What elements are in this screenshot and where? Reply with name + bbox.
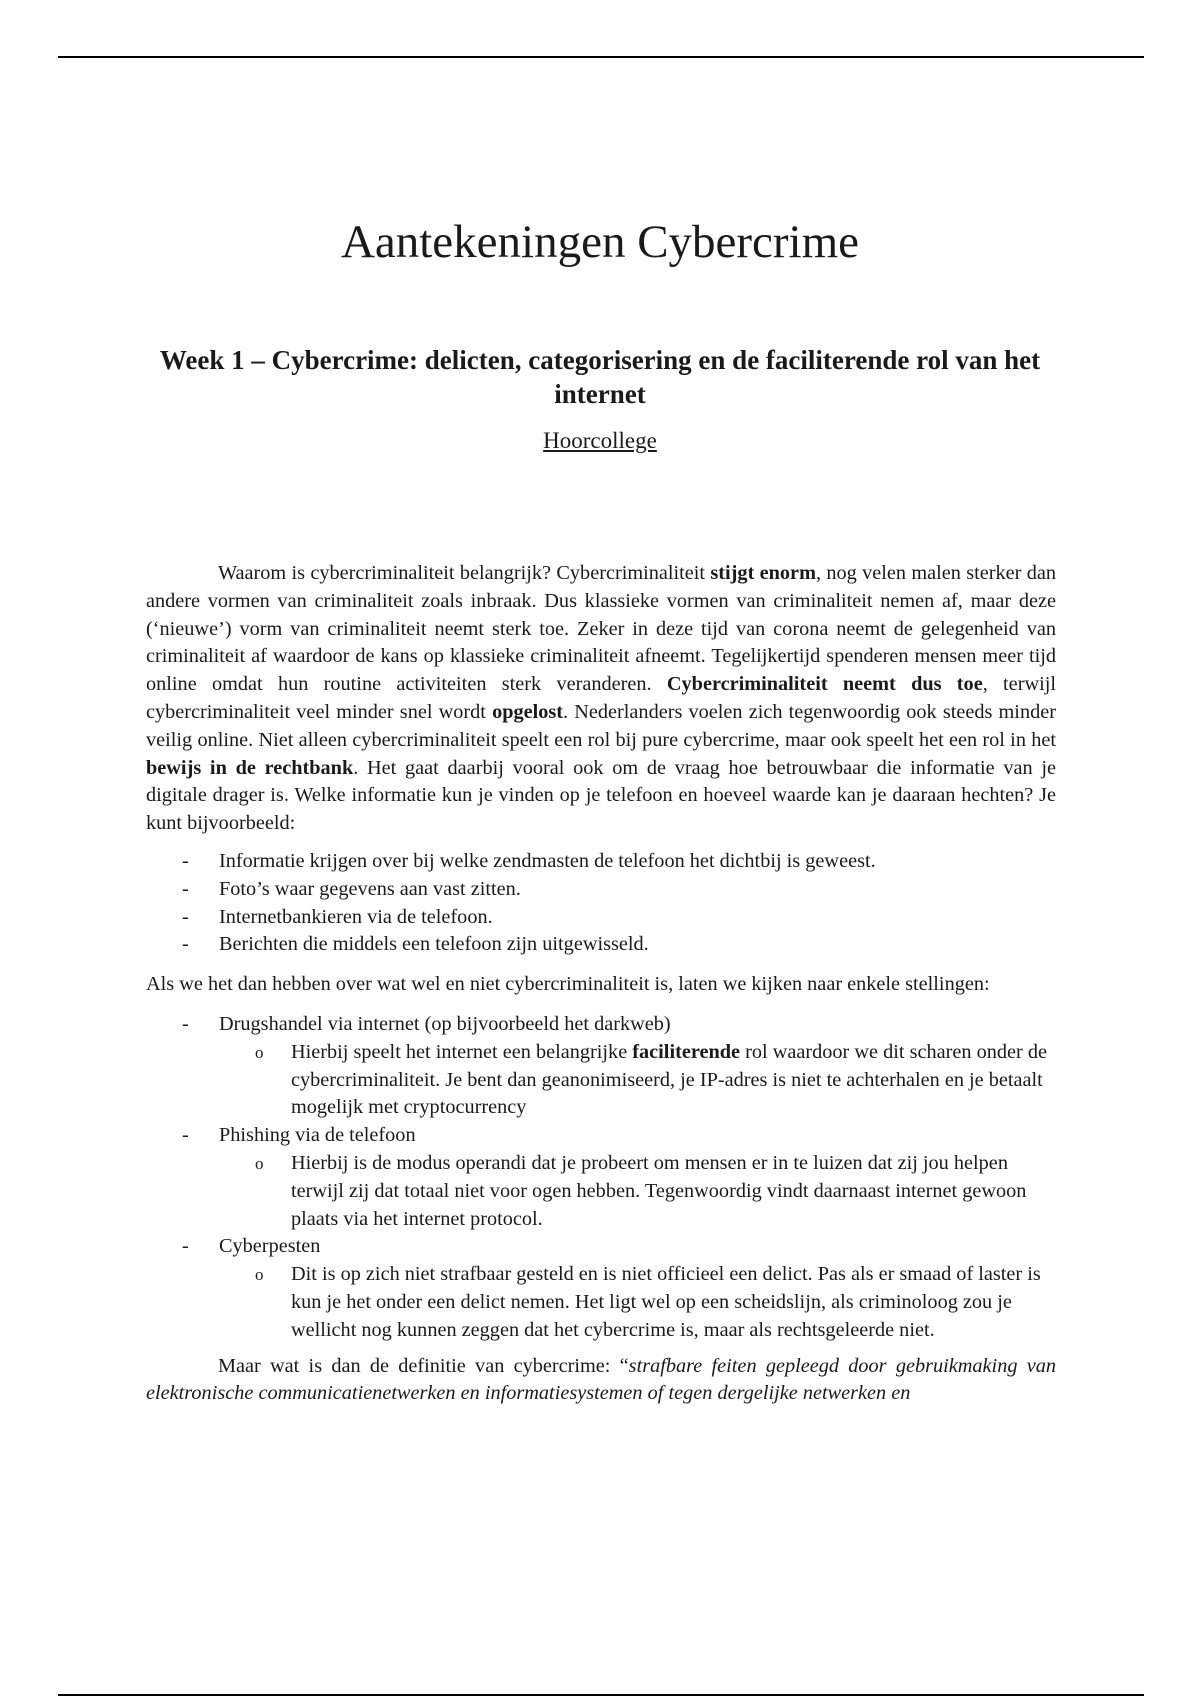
sub-list — [219, 1150, 1056, 1233]
circle-bullet: o — [255, 1265, 264, 1285]
dash-bullet: - — [182, 1235, 189, 1258]
sub-list — [219, 1261, 1056, 1344]
statements-list — [146, 1011, 1056, 1345]
week-heading: Week 1 – Cybercrime: delicten, categorisering en de faciliterende rol van het internet — [159, 345, 1041, 409]
list-item: - Internetbankieren via de telefoon. — [146, 904, 1056, 932]
paragraph-definition: Maar wat is dan de definitie van cybercrime: “strafbare feiten gepleegd door gebruikmaking van elektronische communicatienetwerken en informatiesystemen of tegen dergelijke netwerken en — [146, 1354, 1057, 1405]
list-item: - Informatie krijgen over bij welke zendmasten de telefoon het dichtbij is geweest. — [146, 848, 1056, 876]
examples-list — [146, 848, 1056, 959]
sub-list-item: o Hierbij is de modus operandi dat je probeert om mensen er in te luizen dat zij jou helpen terwijl zij dat totaal niet voor ogen hebben. Tegenwoordig vindt daarnaast internet gewoon plaats via het internet protocol. — [255, 1151, 1027, 1230]
list-item: - Cyberpesten o Dit is op zich niet strafbaar gesteld en is niet officieel een delict. Pas als er smaad of laster is kun je het onder een delict nemen. Het ligt wel op een scheidslijn, als criminoloog zou je wellicht nog kunnen zeggen dat het cybercrime is, maar als rechtsgeleerde niet. — [146, 1233, 1056, 1344]
paragraph-stellingen: Als we het dan hebben over wat wel en niet cybercriminaliteit is, laten we kijken naar enkele stellingen: — [146, 973, 990, 996]
dash-bullet: - — [182, 849, 189, 872]
subheading-hoorcollege: Hoorcollege — [543, 428, 657, 453]
dash-bullet: - — [182, 1012, 189, 1035]
top-rule — [58, 56, 1144, 58]
sub-list-item: o Hierbij speelt het internet een belangrijke faciliterende rol waardoor we dit scharen onder de cybercriminaliteit. Je bent dan geanonimiseerd, je IP-adres is niet te achterhalen en je betaalt mogelijk met cryptocurrency — [255, 1040, 1047, 1119]
dash-bullet: - — [182, 905, 189, 928]
circle-bullet: o — [255, 1153, 264, 1173]
dash-bullet: - — [182, 877, 189, 900]
sub-list — [219, 1039, 1056, 1122]
list-item: - Drugshandel via internet (op bijvoorbeeld het darkweb) o Hierbij speelt het internet een belangrijke faciliterende rol waardoor we dit scharen onder de cybercriminaliteit. Je bent dan geanonimiseerd, je IP-adres is niet te achterhalen en je betaalt mogelijk met cryptocurrency — [146, 1011, 1056, 1122]
list-item: - Berichten die middels een telefoon zijn uitgewisseld. — [146, 931, 1056, 959]
sub-list-item: o Dit is op zich niet strafbaar gesteld en is niet officieel een delict. Pas als er smaad of laster is kun je het onder een delict nemen. Het ligt wel op een scheidslijn, als criminoloog zou je wellicht nog kunnen zeggen dat het cybercrime is, maar als rechtsgeleerde niet. — [255, 1263, 1041, 1341]
list-item: - Foto’s waar gegevens aan vast zitten. — [146, 876, 1056, 904]
paragraph-intro: Waarom is cybercriminaliteit belangrijk? Cybercriminaliteit stijgt enorm, nog velen malen sterker dan andere vormen van criminaliteit zoals inbraak. Dus klassieke vormen van criminaliteit nemen af, maar deze (‘nieuwe’) vorm van criminaliteit neemt sterk toe. Zeker in deze tijd van corona neemt de gelegenheid van criminaliteit af waardoor de kans op klassieke criminaliteit afneemt. Tegelijkertijd spenderen mensen meer tijd online omdat hun routine activiteiten sterk veranderen. Cybercriminaliteit neemt dus toe, terwijl cybercriminaliteit veel minder snel wordt opgelost. Nederlanders voelen zich tegenwoordig ook steeds minder veilig online. Niet alleen cybercriminaliteit speelt een rol bij pure cybercrime, maar ook speelt het een rol in het bewijs in de rechtbank. Het gaat daarbij vooral ook om de vraag hoe betrouwbaar die informatie van je digitale drager is. Welke informatie kun je vinden op je telefoon en hoeveel waarde kan je daaraan hechten? Je kunt bijvoorbeeld: — [146, 562, 1056, 835]
circle-bullet: o — [255, 1042, 264, 1062]
document-body — [146, 560, 1056, 1408]
bottom-rule — [58, 1694, 1144, 1696]
list-item: - Phishing via de telefoon o Hierbij is de modus operandi dat je probeert om mensen er in te luizen dat zij jou helpen terwijl zij dat totaal niet voor ogen hebben. Tegenwoordig vindt daarnaast internet gewoon plaats via het internet protocol. — [146, 1122, 1056, 1233]
dash-bullet: - — [182, 933, 189, 956]
dash-bullet: - — [182, 1124, 189, 1147]
document-title: Aantekeningen Cybercrime — [340, 216, 860, 268]
